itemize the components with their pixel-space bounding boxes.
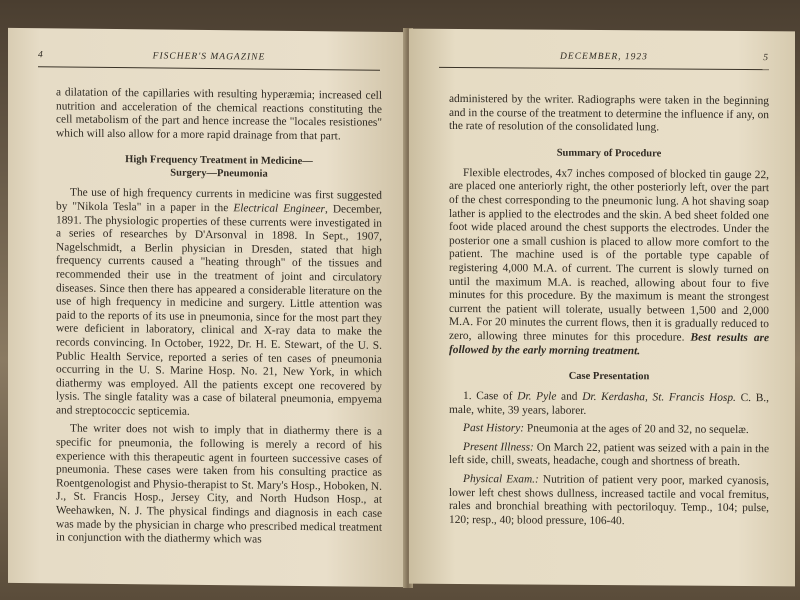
section-title bbox=[56, 153, 382, 182]
history-paragraph bbox=[56, 187, 382, 422]
past-history-text: Pneumonia at the ages of 20 and 32, no sequelæ. bbox=[524, 422, 749, 437]
left-page-header bbox=[38, 50, 380, 71]
present-illness bbox=[449, 441, 769, 470]
section-title-line2: Surgery—Pneumonia bbox=[170, 167, 268, 181]
physical-exam-text: Nutrition of patient very poor, marked cyanosis, lower left chest shows dullness, increased tactile and vocal fremitus, rales and bronchial breathing with pectoriloquy. Temp., 104; pulse, 120; resp., 40; blood pressure, 106-40. bbox=[449, 473, 769, 528]
history-text-b: , December, 1891. The physiologic properties of these currents were investigated in a series of researches by D'Arsonval in 1898. In Sept., 1907, Nagelschmidt, a Berlin physician in Dresden, stated that high frequency currents caused a "heating through" of the tissues and recommended their use in the treatment of joint and circulatory diseases. Since then there has appeared a considerable literature on the use of high frequency in medicine and surgery. Little attention was paid to the reports of its use in pneumonia, since for the most part they were deficient in laboratory, clinical and X-ray data to make the records convincing. In October, 1922, Dr. H. E. Stewart, of the U. S. Public Health Service, reported a series of ten cases of pneumonia occurring in the U. S. Marine Hosp. No. 21, New York, in which diathermy was employed. All the patients except one recovered by lysis. The single fatality was a case of bilateral pneumonia, empyema and streptococcic septicemia. bbox=[56, 203, 383, 418]
right-page-number: 5 bbox=[763, 53, 769, 64]
journal-name: Electrical Engineer bbox=[233, 202, 325, 216]
right-column-text bbox=[449, 93, 769, 530]
case-heading: Case Presentation bbox=[568, 370, 650, 383]
summary-paragraph bbox=[449, 167, 769, 360]
case-1-label: 1. Case of bbox=[463, 390, 518, 403]
left-page bbox=[8, 28, 406, 587]
case-1-patient: C. B., male, white, 39 years, laborer. bbox=[449, 392, 769, 417]
continued-paragraph: a dilatation of the capillaries with resulting hyperæmia; increased cell nutrition and acceleration of the chemical reactions constituting the cell metabolism of the part and hence increase the "locales resistiones" which will also allow for a more rapid drainage from that part. bbox=[56, 86, 382, 143]
left-page-number: 4 bbox=[38, 50, 44, 61]
past-history-label: Past History: bbox=[463, 422, 525, 435]
continued-paragraph-right: administered by the writer. Radiographs were taken in the beginning and in the course of the treatment to determine the influence if any, on the rate of resolution of the consolidated lung. bbox=[449, 92, 769, 134]
history-text-a: The use of high frequency currents in medicine was first suggested by "Nikola Tesla" in a paper in the bbox=[56, 186, 382, 215]
right-page bbox=[409, 29, 795, 587]
past-history bbox=[449, 422, 769, 438]
right-running-title: DECEMBER, 1923 bbox=[560, 51, 648, 63]
section-title-line1: High Frequency Treatment in Medicine— bbox=[125, 154, 313, 168]
present-illness-label: Present Illness: bbox=[463, 440, 534, 454]
physical-exam bbox=[449, 473, 769, 530]
left-running-title: FISCHER'S MAGAZINE bbox=[152, 51, 266, 63]
summary-heading: Summary of Procedure bbox=[556, 147, 662, 160]
case-and: and bbox=[556, 390, 583, 403]
present-illness-text: On March 22, patient was seized with a pain in the left side, chill, sweats, headache, cough and shortness of breath. bbox=[449, 441, 769, 469]
right-page-header bbox=[439, 51, 769, 70]
summary-emphasis: Best results are followed by the early morning treatment. bbox=[449, 331, 769, 357]
case-1-intro bbox=[449, 390, 769, 419]
summary-text: Flexible electrodes, 4x7 inches composed of blocked tin gauge 22, are placed one anteriorly right, the other posteriorly left, over the part of the chest corresponding to the pneumonic lung. A hot shaving soap lather is applied to the electrodes and the skin. A bed sheet folded one foot wide placed around the chest supports the electrodes. Under the posterior one a small cushion is placed to allow more comfort to the patient. The machine used is of the portable type capable of registering 4,000 M.A. of current. The current is slowly turned on until the maximum M.A. is reached, allowing about four to five minutes for this procedure. By the maximum is meant the strongest current the patient will tolerate, usually between 1,500 and 2,000 M.A. For 20 minutes the current flows, then it is gradually reduced to zero, allowing three minutes for this procedure. bbox=[449, 166, 769, 344]
left-column-text bbox=[56, 86, 382, 548]
case-physician-1: Dr. Pyle bbox=[517, 390, 557, 403]
writer-paragraph: The writer does not wish to imply that in diathermy there is a specific for pneumonia, the following is merely a record of his experience with this therapeutic agent in fourteen successive cases of pneumonia. These cases were taken from his consulting practice as Roentgenologist and Physio-therapist to St. Mary's Hosp., Hoboken, N. J., St. Francis Hosp., Jersey City, and North Hudson Hosp., at Weehawken, N. J. The physical findings and diagnosis in each case was made by the physician in charge who prescribed medical treatment in conjunction with the diathermy which was bbox=[56, 423, 382, 546]
case-physician-2: Dr. Kerdasha, St. Francis Hosp. bbox=[582, 390, 736, 405]
physical-exam-label: Physical Exam.: bbox=[463, 473, 539, 486]
